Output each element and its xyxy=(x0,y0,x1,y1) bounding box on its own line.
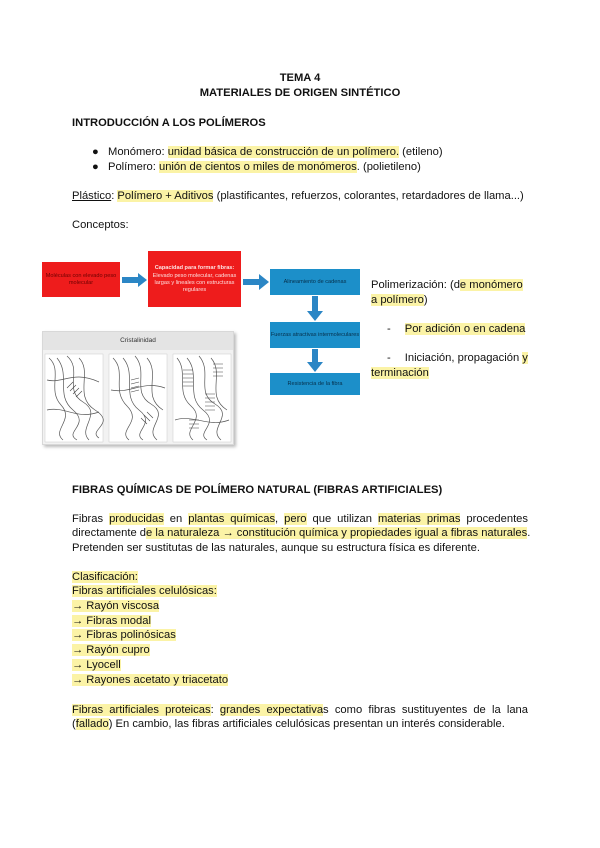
text-segment: Fibras artificiales proteicas xyxy=(72,704,211,716)
box-molecules: Moléculas con elevado peso molecular xyxy=(42,262,120,297)
fibras-paragraph-line-1 xyxy=(72,512,528,527)
text-segment: Fibras xyxy=(72,513,110,525)
fibras-paragraph-line-3: Pretenden ser sustitutas de las naturales, aunque su estructura física es diferente. xyxy=(72,542,480,554)
text-segment: fallado xyxy=(75,718,109,730)
list-item: → Lyocell xyxy=(72,658,121,671)
list-item: → Fibras polinósicas xyxy=(72,629,176,642)
polymerization-title: Polimerización: (de monómero a polímero) xyxy=(371,279,523,307)
arrow-right-2-icon xyxy=(241,273,271,293)
page-title: MATERIALES DE ORIGEN SINTÉTICO xyxy=(199,87,401,99)
text-segment: pero xyxy=(284,513,307,525)
text-segment: . xyxy=(527,527,531,539)
proteicas-paragraph-line-2 xyxy=(72,718,505,730)
text-segment: ) En cambio, las fibras artificiales celulósicas presentan un interés considerable. xyxy=(108,718,505,730)
polymerization-item-1: - Por adición o en cadena xyxy=(387,323,526,335)
box-resistance: Resistencia de la fibra xyxy=(270,373,360,395)
arrow-right-1-icon xyxy=(120,270,150,290)
fibras-heading: FIBRAS QUÍMICAS DE POLÍMERO NATURAL (FIBRAS ARTIFICIALES) xyxy=(72,484,443,496)
list-item: → Fibras modal xyxy=(72,614,151,627)
list-item: → Rayón viscosa xyxy=(72,600,160,612)
celulosicas-list xyxy=(72,599,228,687)
proteicas-paragraph-line-1 xyxy=(72,703,528,718)
tema-number: TEMA 4 xyxy=(279,72,321,84)
text-segment: en xyxy=(163,513,189,525)
text-segment: e la naturaleza → constitución química y propiedades igual a fibras naturales xyxy=(146,527,528,539)
fibras-paragraph-line-2 xyxy=(72,527,530,539)
text-segment: que utilizan xyxy=(306,513,378,525)
text-segment: producidas xyxy=(109,513,164,525)
text-segment: materias primas xyxy=(377,513,461,525)
intro-heading: INTRODUCCIÓN A LOS POLÍMEROS xyxy=(72,117,266,129)
arrow-down-2-icon xyxy=(305,349,325,373)
text-segment: directamente d xyxy=(72,527,147,539)
text-segment: , xyxy=(275,513,285,525)
text-segment: procedentes xyxy=(460,513,528,525)
bullet-polimero: ● Polímero: unión de cientos o miles de monómeros. (polietileno) xyxy=(92,161,421,173)
text-segment: s como fibras sustituyentes de la lana xyxy=(323,704,528,716)
text-segment: grandes expectativa xyxy=(219,704,324,716)
arrow-down-1-icon xyxy=(305,296,325,322)
bullet-monomero: ● Monómero: unidad básica de construcción de un polímero. (etileno) xyxy=(92,146,443,158)
list-item: → Rayones acetato y triacetato xyxy=(72,673,229,686)
plastico-definition: Plástico: Polímero + Aditivos (plastificantes, refuerzos, colorantes, retardadores de llama...) xyxy=(72,190,524,202)
text-segment: ( xyxy=(72,718,76,730)
celulosicas-label: Fibras artificiales celulósicas: xyxy=(72,585,217,597)
text-segment: plantas químicas xyxy=(188,513,276,525)
crystal-structure-illustration xyxy=(43,350,233,444)
box-alignment: Alineamiento de cadenas xyxy=(270,269,360,295)
box-forces: Fuerzas atractivas intermoleculares xyxy=(270,322,360,348)
cristalinidad-image xyxy=(42,331,234,445)
conceptos-label: Conceptos: xyxy=(72,219,129,231)
text-segment: : xyxy=(210,704,220,716)
list-item: → Rayón cupro xyxy=(72,644,150,657)
box-capacity: Capacidad para formar fibras: Elevado peso molecular, cadenas largas y lineales con estructuras regulares xyxy=(148,251,241,307)
cristalinidad-label: Cristalinidad xyxy=(43,332,233,350)
clasificacion-label: Clasificación: xyxy=(72,571,138,583)
polymerization-item-2: - Iniciación, propagación y terminación xyxy=(371,352,528,379)
